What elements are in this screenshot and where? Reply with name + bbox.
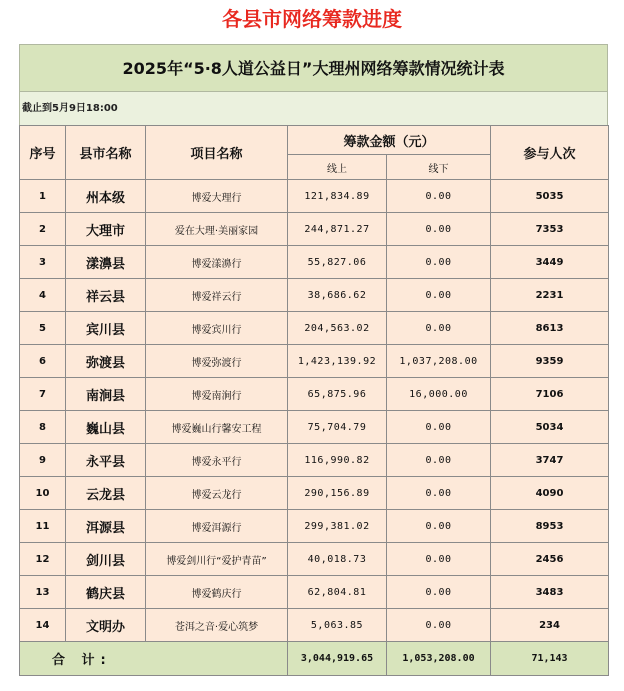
table-row [20,246,609,279]
cell-online: 65,875.96 [288,378,387,411]
cell-participants: 2231 [491,279,609,312]
cell-seq: 5 [20,312,66,345]
cell-offline: 0.00 [387,312,491,345]
cell-project: 博爱漾濞行 [146,246,288,279]
cell-seq: 4 [20,279,66,312]
cell-online: 290,156.89 [288,477,387,510]
cell-online: 299,381.02 [288,510,387,543]
table-row [20,576,609,609]
cell-seq: 11 [20,510,66,543]
cell-county: 洱源县 [66,510,146,543]
cell-offline: 0.00 [387,444,491,477]
cell-participants: 7106 [491,378,609,411]
cell-county: 鹤庆县 [66,576,146,609]
cell-participants: 8953 [491,510,609,543]
cell-seq: 12 [20,543,66,576]
cell-county: 南涧县 [66,378,146,411]
table-row [20,345,609,378]
cell-seq: 10 [20,477,66,510]
cell-participants: 5034 [491,411,609,444]
cell-participants: 3483 [491,576,609,609]
cell-participants: 8613 [491,312,609,345]
table-row [20,213,609,246]
table-row [20,510,609,543]
cell-project: 博爱云龙行 [146,477,288,510]
table-row [20,180,609,213]
cell-seq: 13 [20,576,66,609]
header-county: 县市名称 [66,126,146,180]
header-offline: 线下 [387,155,491,180]
cell-project: 博爱永平行 [146,444,288,477]
table-row [20,609,609,642]
cell-online: 75,704.79 [288,411,387,444]
cell-seq: 14 [20,609,66,642]
table-row [20,279,609,312]
cell-seq: 3 [20,246,66,279]
cell-participants: 4090 [491,477,609,510]
header-seq: 序号 [20,126,66,180]
cell-offline: 0.00 [387,576,491,609]
cell-offline: 0.00 [387,411,491,444]
cell-project: 苍洱之音·爱心筑梦 [146,609,288,642]
header-online: 线上 [288,155,387,180]
cell-project: 博爱大理行 [146,180,288,213]
cell-project: 博爱洱源行 [146,510,288,543]
cell-online: 204,563.02 [288,312,387,345]
cell-project: 博爱剑川行“爱护青苗” [146,543,288,576]
table-row [20,444,609,477]
cell-online: 1,423,139.92 [288,345,387,378]
cell-offline: 16,000.00 [387,378,491,411]
cell-county: 大理市 [66,213,146,246]
cell-offline: 0.00 [387,477,491,510]
cell-project: 博爱南涧行 [146,378,288,411]
cell-project: 博爱宾川行 [146,312,288,345]
header-project: 项目名称 [146,126,288,180]
cell-participants: 234 [491,609,609,642]
cell-online: 244,871.27 [288,213,387,246]
total-online: 3,044,919.65 [288,642,387,676]
cell-county: 漾濞县 [66,246,146,279]
table-row [20,411,609,444]
cell-participants: 3449 [491,246,609,279]
table-row [20,378,609,411]
cell-offline: 0.00 [387,510,491,543]
fundraising-sheet [19,44,608,676]
cell-online: 38,686.62 [288,279,387,312]
page-heading: 各县市网络筹款进度 [222,7,402,31]
cell-seq: 1 [20,180,66,213]
cell-offline: 1,037,208.00 [387,345,491,378]
header-amount-group: 筹款金额（元） [288,126,491,155]
table-row [20,477,609,510]
cell-offline: 0.00 [387,543,491,576]
cell-county: 云龙县 [66,477,146,510]
cell-county: 弥渡县 [66,345,146,378]
cell-participants: 2456 [491,543,609,576]
cell-project: 博爱祥云行 [146,279,288,312]
cell-offline: 0.00 [387,279,491,312]
table-body [20,180,609,642]
cell-county: 巍山县 [66,411,146,444]
cell-county: 剑川县 [66,543,146,576]
cell-participants: 9359 [491,345,609,378]
cell-county: 永平县 [66,444,146,477]
cell-project: 博爱弥渡行 [146,345,288,378]
cell-project: 博爱鹤庆行 [146,576,288,609]
cell-offline: 0.00 [387,246,491,279]
cell-participants: 5035 [491,180,609,213]
cell-seq: 7 [20,378,66,411]
header-participants: 参与人次 [491,126,609,180]
cell-offline: 0.00 [387,213,491,246]
cell-county: 州本级 [66,180,146,213]
total-participants: 71,143 [491,642,609,676]
cell-online: 121,834.89 [288,180,387,213]
cell-online: 40,018.73 [288,543,387,576]
cell-seq: 8 [20,411,66,444]
total-label: 合 计: [20,642,288,676]
cell-county: 祥云县 [66,279,146,312]
cell-participants: 7353 [491,213,609,246]
cell-online: 62,804.81 [288,576,387,609]
table-row [20,312,609,345]
cell-online: 5,063.85 [288,609,387,642]
cell-seq: 2 [20,213,66,246]
table-title: 2025年“5·8人道公益日”大理州网络筹款情况统计表 [19,44,608,92]
cell-online: 116,990.82 [288,444,387,477]
cell-offline: 0.00 [387,180,491,213]
cell-seq: 6 [20,345,66,378]
total-offline: 1,053,208.00 [387,642,491,676]
cell-online: 55,827.06 [288,246,387,279]
cell-county: 文明办 [66,609,146,642]
cell-seq: 9 [20,444,66,477]
table-row [20,543,609,576]
cell-project: 博爱巍山行馨安工程 [146,411,288,444]
cell-project: 爱在大理·美丽家园 [146,213,288,246]
cell-offline: 0.00 [387,609,491,642]
cell-county: 宾川县 [66,312,146,345]
cutoff-note: 截止到5月9日18:00 [19,92,608,125]
fundraising-table [19,125,609,676]
cell-participants: 3747 [491,444,609,477]
